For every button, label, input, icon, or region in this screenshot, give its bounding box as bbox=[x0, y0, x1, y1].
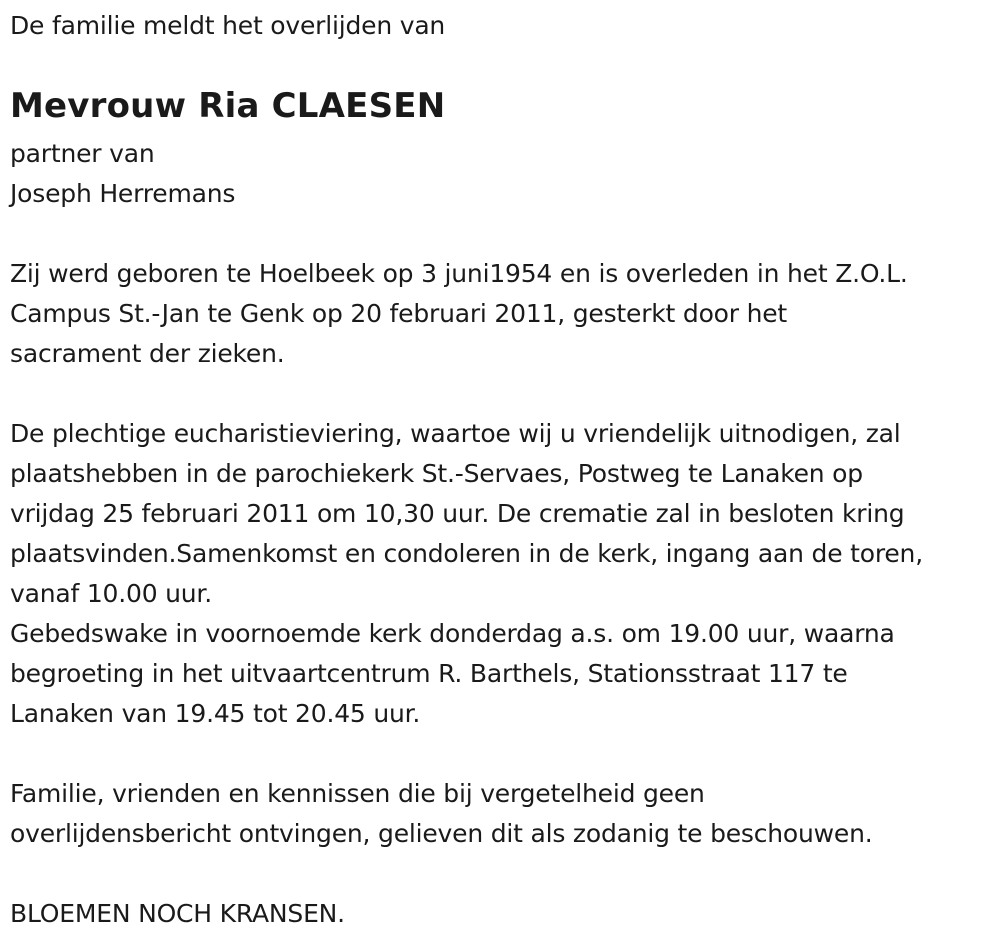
paragraph-line: Campus St.-Jan te Genk op 20 februari 2011, gesterkt door het bbox=[10, 299, 788, 328]
paragraph-line: plaatsvinden.Samenkomst en condoleren in de kerk, ingang aan de toren, bbox=[10, 539, 923, 568]
paragraph-line: sacrament der zieken. bbox=[10, 339, 285, 368]
paragraph-line: vanaf 10.00 uur. bbox=[10, 579, 212, 608]
paragraph-line: plaatshebben in de parochiekerk St.-Servaes, Postweg te Lanaken op bbox=[10, 459, 863, 488]
partner-block bbox=[10, 134, 235, 214]
paragraph-line: De plechtige eucharistieviering, waartoe wij u vriendelijk uitnodigen, zal bbox=[10, 419, 901, 448]
intro-text: De familie meldt het overlijden van bbox=[10, 11, 446, 40]
paragraph-line: Lanaken van 19.45 tot 20.45 uur. bbox=[10, 699, 421, 728]
paragraph-line: begroeting in het uitvaartcentrum R. Barthels, Stationsstraat 117 te bbox=[10, 659, 848, 688]
paragraph-line: Gebedswake in voornoemde kerk donderdag a.s. om 19.00 uur, waarna bbox=[10, 619, 895, 648]
closing-note bbox=[10, 894, 345, 934]
closing-text: BLOEMEN NOCH KRANSEN. bbox=[10, 899, 345, 928]
partner-name: Joseph Herremans bbox=[10, 179, 236, 208]
paragraph-line: Zij werd geboren te Hoelbeek op 3 juni1954 en is overleden in het Z.O.L. bbox=[10, 259, 908, 288]
partner-line: partner van bbox=[10, 139, 155, 168]
paragraph-line: vrijdag 25 februari 2011 om 10,30 uur. De crematie zal in besloten kring bbox=[10, 499, 905, 528]
paragraph-line: overlijdensbericht ontvingen, gelieven dit als zodanig te beschouwen. bbox=[10, 819, 873, 848]
service-paragraph bbox=[10, 414, 923, 734]
family-notice-paragraph bbox=[10, 774, 873, 854]
paragraph-line: Familie, vrienden en kennissen die bij vergetelheid geen bbox=[10, 779, 705, 808]
deceased-name: Mevrouw Ria CLAESEN bbox=[10, 86, 446, 126]
birth-death-paragraph bbox=[10, 254, 908, 374]
